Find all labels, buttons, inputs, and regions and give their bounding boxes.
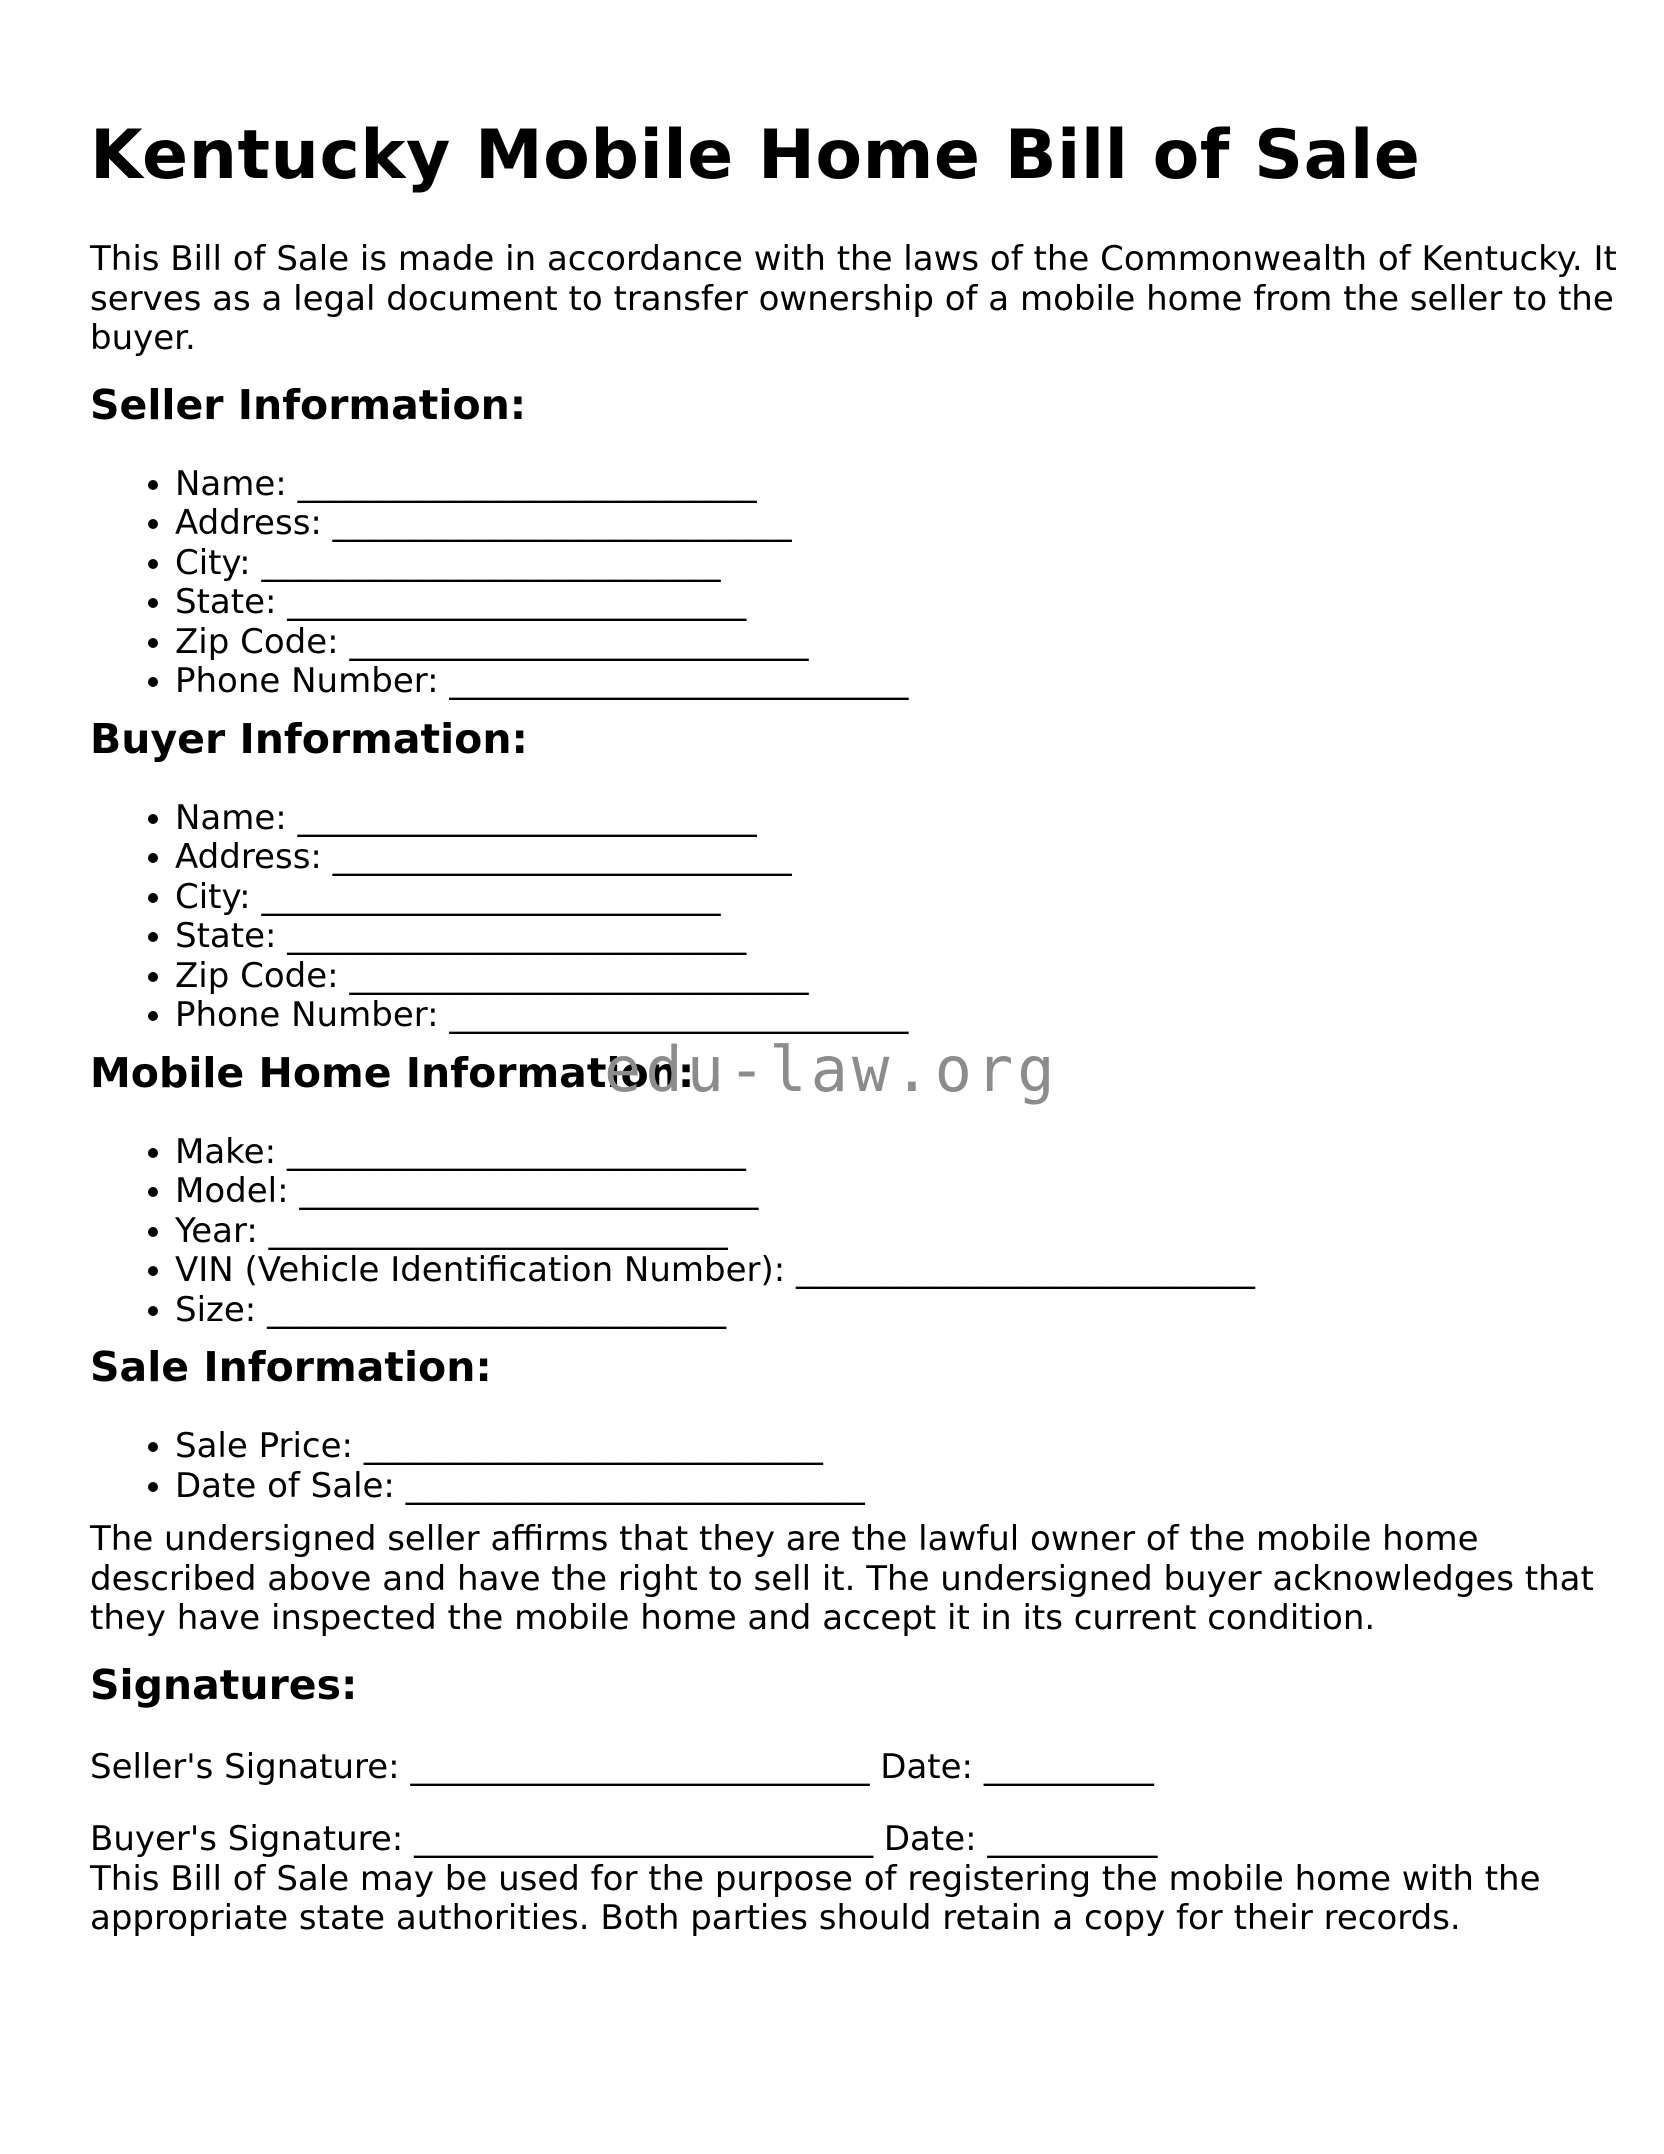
blank-line: ___________________________: [268, 1210, 728, 1251]
field-label: Model:: [175, 1171, 289, 1211]
list-item-seller-city: [175, 544, 1564, 584]
list-item-sale-price: [175, 1427, 1564, 1467]
list-item-size: [175, 1291, 1564, 1331]
list-item-vin: [175, 1251, 1564, 1291]
seller-information-list: [90, 465, 1564, 702]
field-label: Address:: [175, 837, 322, 877]
blank-line: ___________________________: [287, 916, 747, 956]
field-label: Sale Price:: [175, 1426, 353, 1466]
blank-line: ___________________________: [332, 503, 792, 543]
intro-paragraph: [90, 239, 1617, 359]
field-label: Name:: [175, 463, 287, 504]
list-item-buyer-name: [175, 799, 1564, 839]
closing-line: appropriate state authorities. Both parties should retain a copy for their records.: [90, 1898, 1461, 1938]
signatures-heading: Signatures:: [90, 1660, 358, 1709]
buyer-signature-label: Buyer's Signature:: [90, 1819, 404, 1859]
field-label: VIN (Vehicle Identification Number):: [175, 1250, 786, 1290]
affirmation-line: described above and have the right to sell it. The undersigned buyer acknowledges that: [90, 1558, 1594, 1599]
intro-line: This Bill of Sale is made in accordance with the laws of the Commonwealth of Kentucky. It: [90, 239, 1617, 279]
mobile-home-information-heading: [90, 1032, 1564, 1106]
seller-information-heading: Seller Information:: [90, 380, 527, 429]
field-label: Year:: [175, 1210, 258, 1251]
blank-line: ___________________________: [349, 955, 809, 996]
list-item-seller-state: [175, 583, 1564, 623]
closing-line: This Bill of Sale may be used for the purpose of registering the mobile home with the: [90, 1858, 1541, 1899]
list-item-buyer-city: [175, 878, 1564, 918]
list-item-model: [175, 1172, 1564, 1212]
closing-paragraph: [90, 1860, 1564, 1939]
mobile-home-information-list: [90, 1133, 1564, 1331]
seller-date-blank: __________: [983, 1746, 1154, 1787]
buyer-information-heading: Buyer Information:: [90, 714, 528, 763]
list-item-buyer-phone: [175, 996, 1564, 1036]
list-item-date-of-sale: [175, 1467, 1564, 1507]
affirmation-line: The undersigned seller affirms that they are the lawful owner of the mobile home: [90, 1519, 1479, 1559]
blank-line: ___________________________: [267, 1289, 727, 1330]
field-label: Size:: [175, 1289, 257, 1330]
affirmation-line: they have inspected the mobile home and accept it in its current condition.: [90, 1598, 1376, 1638]
blank-line: ___________________________: [405, 1465, 865, 1506]
blank-line: ___________________________: [449, 661, 909, 701]
sale-information-heading: Sale Information:: [90, 1343, 492, 1391]
list-item-seller-zip: [175, 623, 1564, 663]
seller-signature-label: Seller's Signature:: [90, 1746, 400, 1787]
blank-line: ___________________________: [332, 837, 792, 877]
blank-line: ___________________________: [449, 995, 909, 1035]
field-label: State:: [175, 916, 277, 956]
field-label: Date of Sale:: [175, 1465, 395, 1506]
list-item-buyer-zip: [175, 957, 1564, 997]
field-label: State:: [175, 582, 277, 622]
list-item-seller-phone: [175, 662, 1564, 702]
field-label: City:: [175, 876, 251, 917]
blank-line: ___________________________: [286, 1131, 746, 1172]
list-item-seller-address: [175, 504, 1564, 544]
seller-date-label: Date:: [880, 1746, 973, 1787]
list-item-year: [175, 1212, 1564, 1252]
buyer-signature-blank: ___________________________: [414, 1819, 874, 1859]
blank-line: ___________________________: [297, 463, 757, 504]
field-label: Zip Code:: [175, 955, 339, 996]
list-item-buyer-address: [175, 838, 1564, 878]
buyer-signature-row: [90, 1820, 1564, 1860]
field-label: Make:: [175, 1131, 277, 1172]
list-item-buyer-state: [175, 917, 1564, 957]
field-label: Address:: [175, 503, 322, 543]
sale-information-list: [90, 1427, 1564, 1506]
blank-line: ___________________________: [261, 876, 721, 917]
blank-line: ___________________________: [349, 621, 809, 662]
seller-signature-blank: ___________________________: [410, 1746, 870, 1787]
watermark-text: edu-law.org: [604, 1032, 1059, 1106]
blank-line: ___________________________: [299, 1171, 759, 1211]
field-label: Name:: [175, 797, 287, 838]
buyer-information-list: [90, 799, 1564, 1036]
buyer-date-blank: __________: [987, 1819, 1158, 1859]
field-label: Phone Number:: [175, 995, 439, 1035]
list-item-make: [175, 1133, 1564, 1173]
blank-line: ___________________________: [261, 542, 721, 583]
buyer-date-label: Date:: [883, 1819, 977, 1859]
field-label: Zip Code:: [175, 621, 339, 662]
document-title: Kentucky Mobile Home Bill of Sale: [90, 116, 1421, 195]
blank-line: ___________________________: [297, 797, 757, 838]
list-item-seller-name: [175, 465, 1564, 505]
blank-line: ___________________________: [363, 1426, 823, 1466]
field-label: Phone Number:: [175, 661, 439, 701]
intro-line: serves as a legal document to transfer ownership of a mobile home from the seller to the: [90, 278, 1614, 319]
intro-line: buyer.: [90, 318, 196, 358]
blank-line: ___________________________: [287, 582, 747, 622]
affirmation-paragraph: [90, 1519, 1594, 1639]
blank-line: ___________________________: [796, 1250, 1256, 1290]
seller-signature-row: [90, 1748, 1564, 1788]
mobile-home-heading-label: Mobile Home Information:: [90, 1048, 695, 1097]
field-label: City:: [175, 542, 251, 583]
